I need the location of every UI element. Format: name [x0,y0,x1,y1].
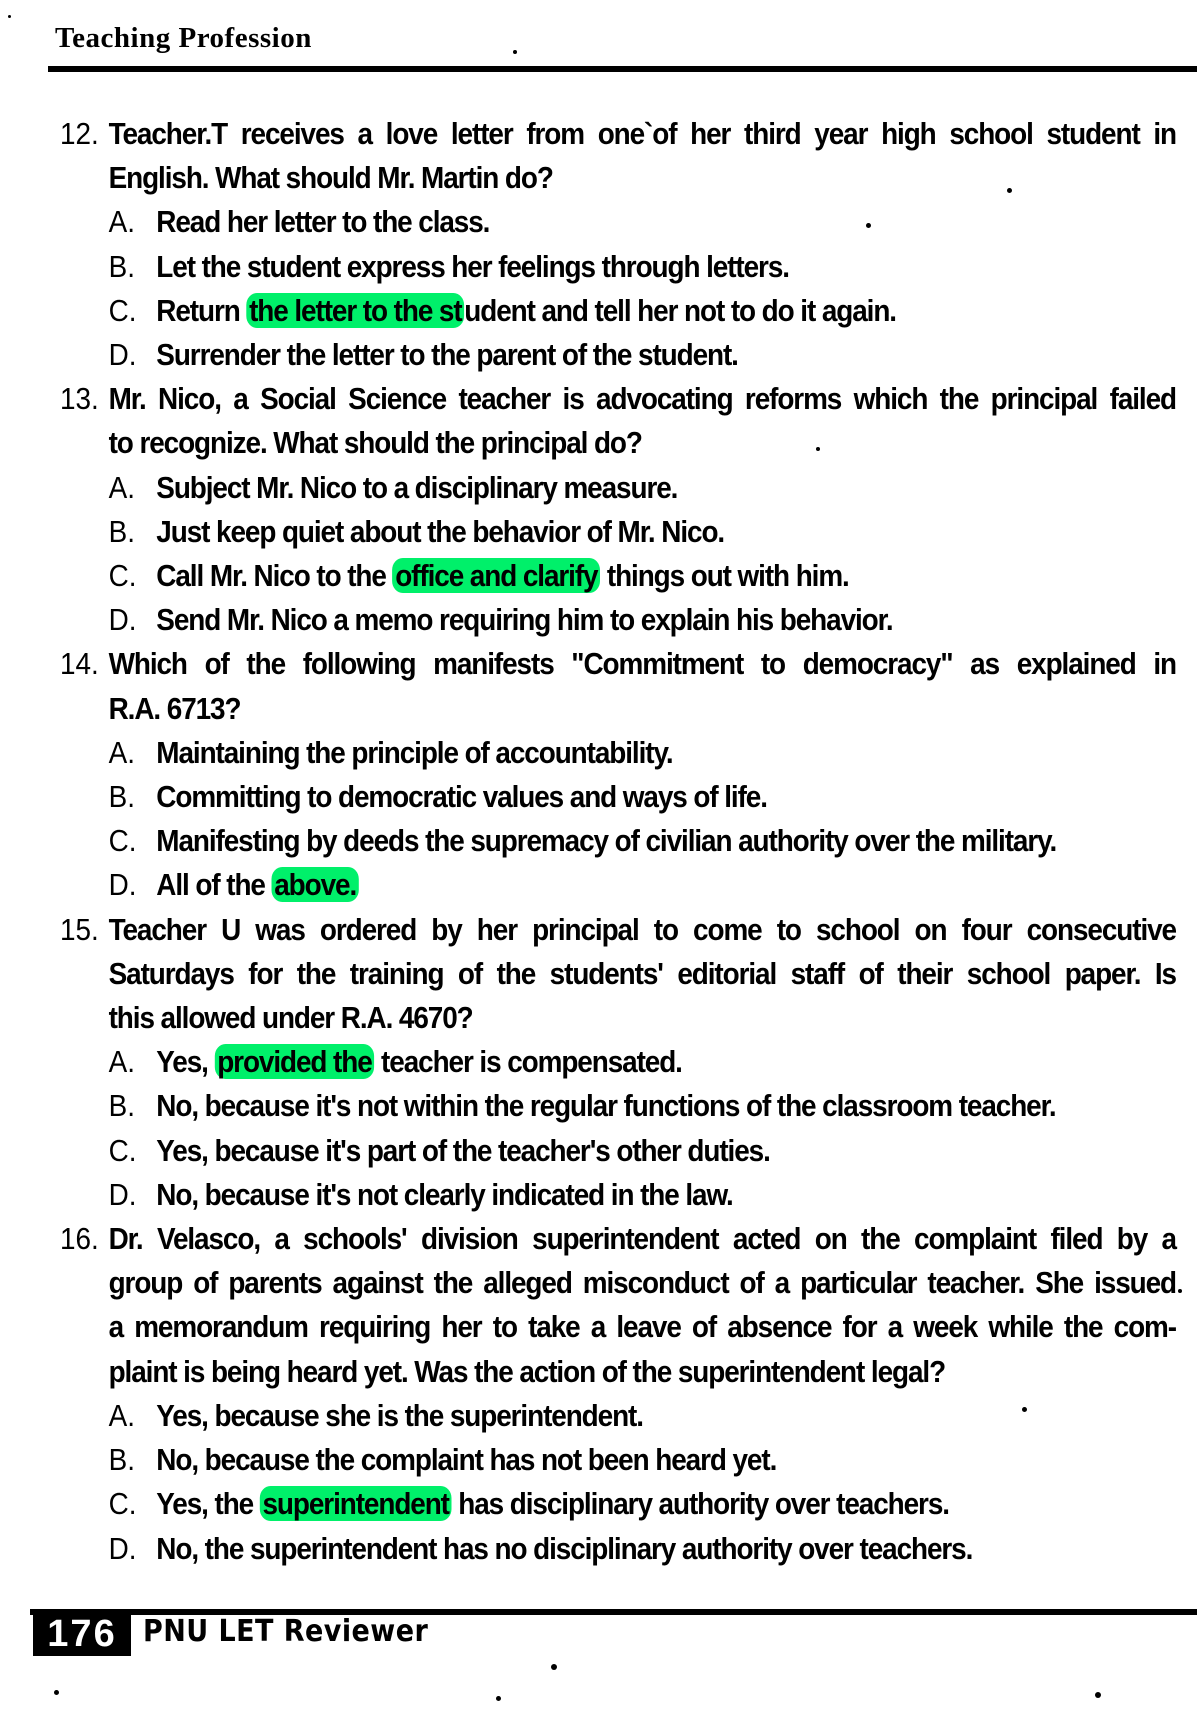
option-text [156,333,738,377]
answer-option [60,510,1176,554]
answer-option [60,598,1176,642]
option-text-pre: Let the student express her feelings through letters. [156,248,789,284]
option-text-pre: No, because it's not clearly indicated in the law. [156,1176,733,1212]
question-line [60,952,1176,996]
question-item [60,908,1176,1217]
option-text-pre: Call Mr. Nico to the [156,558,393,594]
scan-speck [1095,1692,1101,1698]
question-line [60,1261,1176,1305]
question-number [60,996,109,1040]
option-text-pre: Manifesting by deeds the supremacy of civilian authority over the military. [156,823,1057,859]
option-text-pre: No, because it's not within the regular functions of the classroom teacher. [156,1088,1056,1124]
question-number [60,156,109,200]
option-text-pre: Surrender the letter to the parent of the student. [156,337,738,373]
question-text: Teacher.T receives a love letter from one`of her third year high school student in [108,116,1177,151]
option-letter: B. [108,513,135,549]
option-text-post: has disciplinary authority over teachers. [451,1486,949,1522]
question-line [60,687,1176,731]
book-title: PNU LET Reviewer [143,1614,429,1649]
question-text: R.A. 6713? [108,690,241,726]
option-text [156,245,789,289]
question-number [60,1305,109,1349]
option-letter: C. [108,1132,137,1168]
option-letter: B. [108,248,135,284]
option-text [156,554,848,598]
option-letter: A. [108,1044,135,1080]
question-line [60,377,1176,421]
option-letter: D. [108,337,137,373]
option-text-pre: Return [156,292,247,328]
question-text: Saturdays for the training of the students' editorial staff of their school paper. Is [108,955,1177,991]
question-line [60,1305,1176,1349]
question-number [60,1350,109,1394]
question-number: 12. [60,116,99,151]
answer-option [60,1527,1176,1571]
option-letter: A. [108,469,135,505]
question-line [60,642,1176,686]
answer-option [60,863,1176,907]
answer-option [60,200,1176,244]
answer-option [60,245,1176,289]
option-letter: D. [108,1176,137,1212]
question-item [60,642,1176,907]
option-text [156,1084,1055,1128]
option-text [156,775,767,819]
option-text [156,598,892,642]
header-rule [48,66,1197,72]
highlighted-answer-text: provided the [215,1044,375,1079]
option-letter: B. [108,1088,135,1124]
highlighted-answer-text: office and clarify [393,558,601,593]
option-text-pre: No, because the complaint has not been heard yet. [156,1442,777,1478]
option-text-pre: Yes, [156,1044,215,1080]
answer-option [60,554,1176,598]
question-number: 16. [60,1221,99,1257]
scan-speck [1022,1407,1027,1412]
answer-option [60,1129,1176,1173]
question-text: to recognize. What should the principal do? [108,425,642,461]
option-text-pre: Yes, because it's part of the teacher's other duties. [156,1132,770,1168]
question-text: this allowed under R.A. 4670? [108,1000,473,1036]
option-text-pre: Yes, the [156,1486,260,1522]
scan-speck [54,1690,59,1695]
question-number: 15. [60,911,99,947]
question-text: group of parents against the alleged misconduct of a particular teacher. She issued [108,1265,1177,1301]
question-line [60,421,1176,465]
question-item [60,112,1176,377]
question-text: Teacher U was ordered by her principal to come to school on four consecutive [108,911,1177,947]
answer-option [60,1482,1176,1526]
question-line [60,996,1176,1040]
question-number: 13. [60,381,99,417]
question-number [60,421,109,465]
option-letter: D. [108,602,137,638]
scan-speck [551,1664,557,1670]
option-text [156,1394,643,1438]
answer-option [60,731,1176,775]
question-item [60,1217,1176,1571]
question-text: a memorandum requiring her to take a leave of absence for a week while the com- [108,1309,1177,1345]
option-letter: D. [108,1530,137,1566]
option-text [156,819,1056,863]
question-number [60,952,109,996]
question-text: Dr. Velasco, a schools' division superintendent acted on the complaint filed by a [108,1221,1177,1257]
question-line [60,156,1176,200]
option-letter: A. [108,1397,135,1433]
answer-option [60,775,1176,819]
question-number [60,1261,109,1305]
option-text-pre: Subject Mr. Nico to a disciplinary measure. [156,469,678,505]
running-header-title: Teaching Profession [55,22,312,54]
option-text-pre: Yes, because she is the superintendent. [156,1397,643,1433]
option-text-pre: Just keep quiet about the behavior of Mr. Nico. [156,513,725,549]
option-text-pre: Maintaining the principle of accountability. [156,734,673,770]
option-text-pre: No, the superintendent has no disciplinary authority over teachers. [156,1530,973,1566]
highlighted-answer-text: above. [272,867,359,902]
answer-option [60,1040,1176,1084]
option-text [156,1040,682,1084]
question-line [60,112,1176,156]
option-text-post: udent and tell her not to do it again. [464,292,896,328]
question-number: 14. [60,646,99,682]
option-text [156,1527,972,1571]
question-line [60,1217,1176,1261]
option-text [156,1173,732,1217]
highlighted-answer-text: superintendent [260,1486,452,1521]
option-text [156,1129,769,1173]
option-text [156,731,672,775]
option-text [156,289,896,333]
answer-option [60,1084,1176,1128]
option-letter: C. [108,1486,137,1522]
question-text: English. What should Mr. Martin do? [108,160,553,196]
question-number [60,687,109,731]
option-letter: B. [108,779,135,815]
scan-speck [816,447,820,451]
scan-speck [496,1696,501,1701]
option-text [156,863,359,907]
scan-speck [1007,188,1012,193]
option-text-pre: Committing to democratic values and ways of life. [156,779,767,815]
question-text: Mr. Nico, a Social Science teacher is advocating reforms which the principal failed [108,381,1177,417]
page-number: 176 [33,1612,131,1656]
option-text [156,1438,776,1482]
scan-speck [866,223,871,228]
option-letter: C. [108,558,137,594]
option-letter: D. [108,867,137,903]
option-letter: C. [108,823,137,859]
option-text-post: things out with him. [600,558,849,594]
answer-option [60,466,1176,510]
option-text-pre: All of the [156,867,272,903]
questions-list [60,112,1176,1571]
question-item [60,377,1176,642]
answer-option [60,1394,1176,1438]
option-text-pre: Send Mr. Nico a memo requiring him to explain his behavior. [156,602,893,638]
question-line [60,908,1176,952]
option-letter: B. [108,1442,135,1478]
question-text: plaint is being heard yet. Was the action of the superintendent legal? [108,1353,946,1389]
answer-option [60,1438,1176,1482]
scan-speck [1178,1289,1182,1293]
option-letter: A. [108,734,135,770]
option-text [156,1482,949,1526]
question-line [60,1350,1176,1394]
scan-speck [513,50,517,54]
highlighted-answer-text: the letter to the st [246,293,464,328]
question-text: Which of the following manifests "Commitment to democracy" as explained in [108,646,1177,682]
answer-option [60,819,1176,863]
answer-option [60,289,1176,333]
option-text-pre: Read her letter to the class. [156,204,490,240]
option-letter: C. [108,292,137,328]
answer-option [60,1173,1176,1217]
option-text [156,200,489,244]
scan-speck [8,15,11,18]
option-letter: A. [108,204,135,240]
answer-option [60,333,1176,377]
option-text [156,466,677,510]
option-text [156,510,724,554]
option-text-post: teacher is compensated. [374,1044,682,1080]
